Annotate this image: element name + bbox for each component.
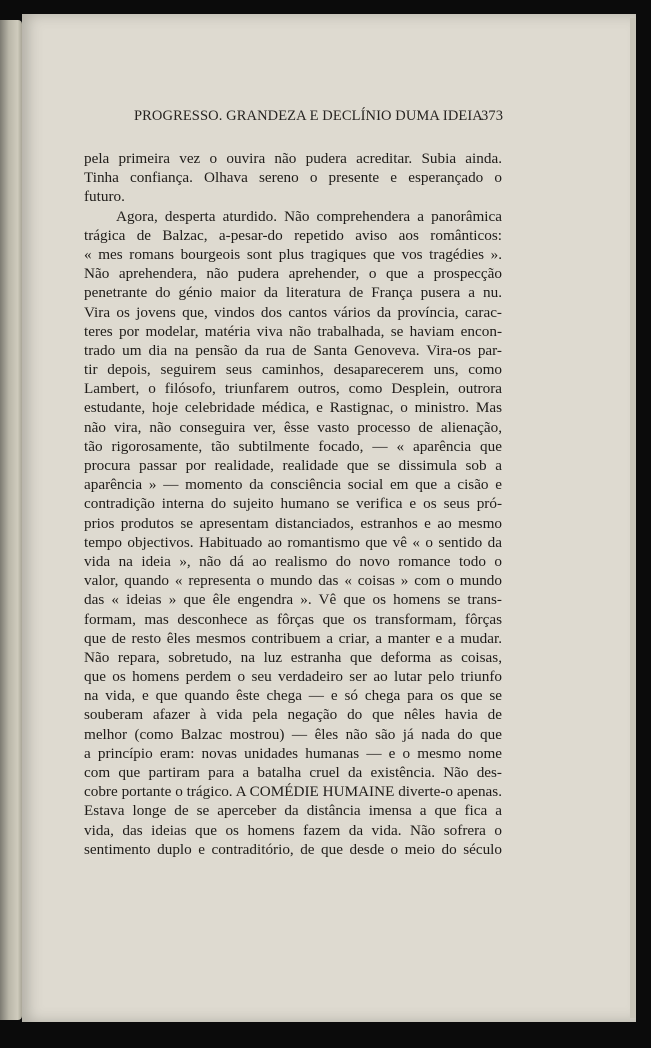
- text-line: a princípio eram: novas unidades humanas — e o mesmo nome: [84, 744, 502, 762]
- text-line: penetrante do génio maior da literatura de França pusera a nu.: [84, 284, 502, 302]
- text-line: tempo objectivos. Habituado ao romantismo que vê « o sentido da: [84, 533, 502, 551]
- text-line: Vira os jovens que, vindos dos cantos vários da província, carac-: [84, 303, 502, 321]
- text-line: tão rigorosamente, tão subtilmente focado, — « aparência que: [84, 437, 502, 455]
- running-title: PROGRESSO. GRANDEZA E DECLÍNIO DUMA IDEIA: [134, 108, 483, 124]
- text-line: contradição interna do sujeito humano se verifica e os seus pró-: [84, 495, 502, 513]
- text-line: vida, das ideias que os homens fazem da vida. Não sofrera o: [84, 821, 502, 839]
- text-line: das « ideias » que êle engendra ». Vê que os homens se trans-: [84, 591, 502, 609]
- text-line: que os homens perdem o seu verdadeiro ser ao lutar pelo triunfo: [84, 668, 502, 686]
- body-text: [84, 149, 502, 859]
- text-line: não vira, não conseguira ver, êsse vasto processo de alienação,: [84, 418, 502, 436]
- text-line: pela primeira vez o ouvira não pudera acreditar. Subia ainda.: [84, 150, 502, 167]
- text-line: estudante, hoje celebridade médica, e Rastignac, o ministro. Mas: [84, 399, 502, 417]
- text-line: Estava longe de se aperceber da distância imensa a que fica a: [84, 802, 502, 820]
- text-line: formam, mas desconhece as fôrças que os transformam, fôrças: [84, 610, 502, 628]
- text-line: Não repara, sobretudo, na luz estranha que deforma as coisas,: [84, 648, 502, 666]
- text-line: Não aprehendera, não pudera aprehender, o que a prospecção: [84, 265, 502, 283]
- text-line: vida na ideia », não dá ao realismo do novo romance todo o: [84, 552, 502, 570]
- text-line: procura passar por realidade, realidade que se dissimula sob a: [84, 457, 502, 474]
- page-number: 373: [481, 108, 504, 124]
- text-line: trado um dia na pensão da rua de Santa Genoveva. Vira-os par-: [84, 341, 502, 359]
- text-line: com que partiram para a batalha cruel da existência. Não des-: [84, 764, 502, 781]
- text-line: na vida, e que quando êste chega — e só chega para os que se: [84, 687, 502, 705]
- text-line: trágica de Balzac, a-pesar-do repetido aviso aos românticos:: [84, 226, 502, 244]
- text-line: Agora, desperta aturdido. Não comprehendera a panorâmica: [116, 207, 502, 225]
- page-fore-edge: [630, 18, 636, 1018]
- text-line: que de resto êles mesmos contribuem a criar, a manter e a mudar.: [84, 629, 502, 647]
- text-line: cobre portante o trágico. A COMÉDIE HUMAINE diverte-o apenas.: [84, 783, 502, 801]
- text-line: Lambert, o filósofo, triunfarem outros, como Desplein, outrora: [84, 380, 502, 398]
- text-line: souberam afazer à vida pela negação do que nêles havia de: [84, 706, 502, 724]
- text-line: Tinha confiança. Olhava sereno o presente e esperançado o: [84, 169, 502, 187]
- text-line: « mes romans bourgeois sont plus tragiques que vos tragédies ».: [84, 245, 502, 263]
- text-line: prios produtos se apresentam distanciados, estranhos e ao mesmo: [84, 514, 502, 532]
- text-line: tir depois, seguirem seus caminhos, desaparecerem uns, como: [84, 361, 502, 379]
- text-line: futuro.: [84, 188, 125, 206]
- text-line: valor, quando « representa o mundo das « coisas » com o mundo: [84, 572, 502, 590]
- facing-page-edge: [0, 20, 22, 1020]
- text-line: sentimento duplo e contraditório, de que desde o meio do século: [84, 840, 502, 858]
- text-line: melhor (como Balzac mostrou) — êles não são já nada do que: [84, 725, 502, 743]
- text-line: aparência » — momento da consciência social em que a cisão e: [84, 476, 502, 494]
- text-line: teres por modelar, matéria viva não trabalhada, se haviam encon-: [84, 322, 502, 340]
